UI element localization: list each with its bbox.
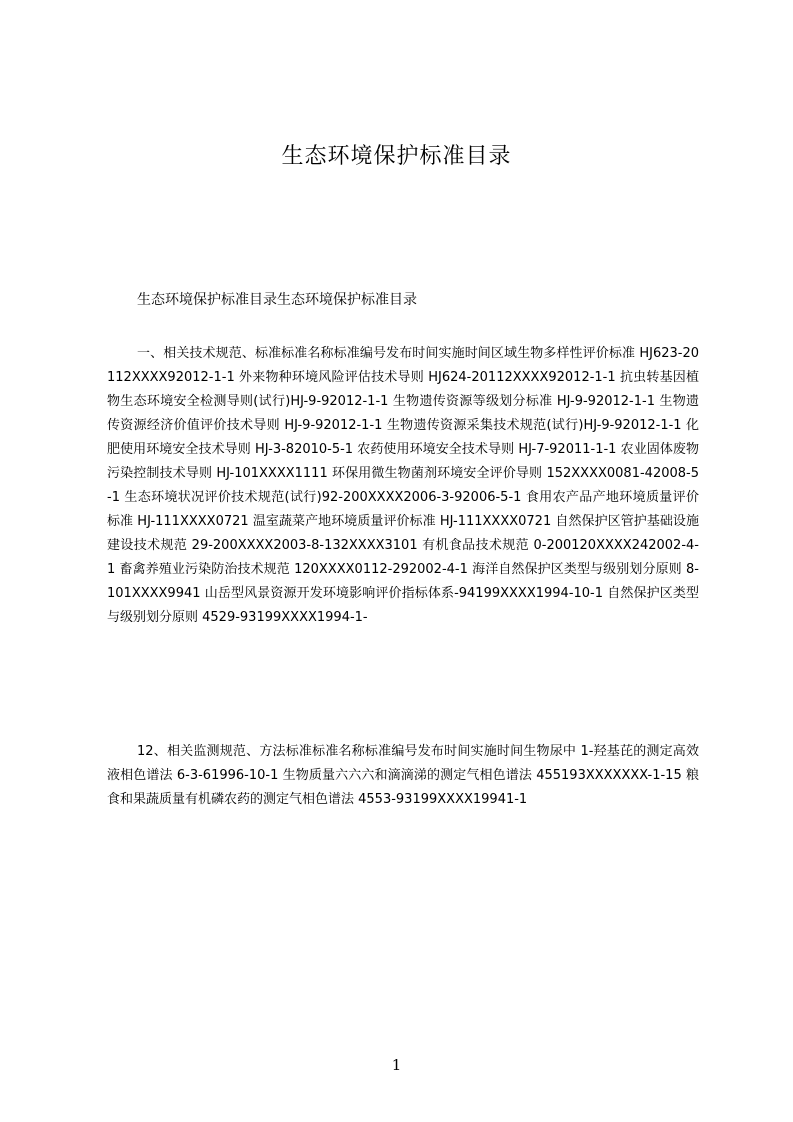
page-number: 1	[391, 1056, 402, 1074]
paragraph-technical-standards: 一、相关技术规范、标准标准名称标准编号发布时间实施时间区域生物多样性评价标准 HJ623-20112XXXX92012-1-1 外来物种环境风险评估技术导则 HJ624-20112XXXX92012-1-1 抗虫转基因植物生态环境安全检测导则(试行)HJ-9-92012-1-1 生物遗传资源等级划分标准 HJ-9-92012-1-1 生物遗传资源经济价值评价技术导则 HJ-9-92012-1-1 生物遗传资源采集技术规范(试行)HJ-9-92012-1-1 化肥使用环境安全技术导则 HJ-3-82010-5-1 农药使用环境安全技术导则 HJ-7-92011-1-1 农业固体废物污染控制技术导则 HJ-101XXXX1111 环保用微生物菌剂环境安全评价导则 152XXXX0081-42008-5-1 生态环境状况评价技术规范(试行)92-200XXXX2006-3-92006-5-1 食用农产品产地环境质量评价标准 HJ-111XXXX0721 温室蔬菜产地环境质量评价标准 HJ-111XXXX0721 自然保护区管护基础设施建设技术规范 29-200XXXX2003-8-132XXXX3101 有机食品技术规范 0-200120XXXX242002-4-1 畜禽养殖业污染防治技术规范 120XXXX0112-292002-4-1 海洋自然保护区类型与级别划分原则 8-101XXXX9941 山岳型风景资源开发环境影响评价指标体系-94199XXXX1994-10-1 自然保护区类型与级别划分原则 4529-93199XXXX1994-1-	[107, 346, 699, 625]
document-title: 生态环境保护标准目录	[281, 144, 512, 169]
document-subtitle: 生态环境保护标准目录生态环境保护标准目录	[137, 292, 417, 308]
paragraph-monitoring-methods: 12、相关监测规范、方法标准标准名称标准编号发布时间实施时间生物尿中 1-羟基芘的测定高效液相色谱法 6-3-61996-10-1 生物质量六六六和滴滴涕的测定气相色谱法 455193XXXXXXX-1-15 粮食和果蔬质量有机磷农药的测定气相色谱法 4553-93199XXXX19941-1	[107, 744, 699, 807]
